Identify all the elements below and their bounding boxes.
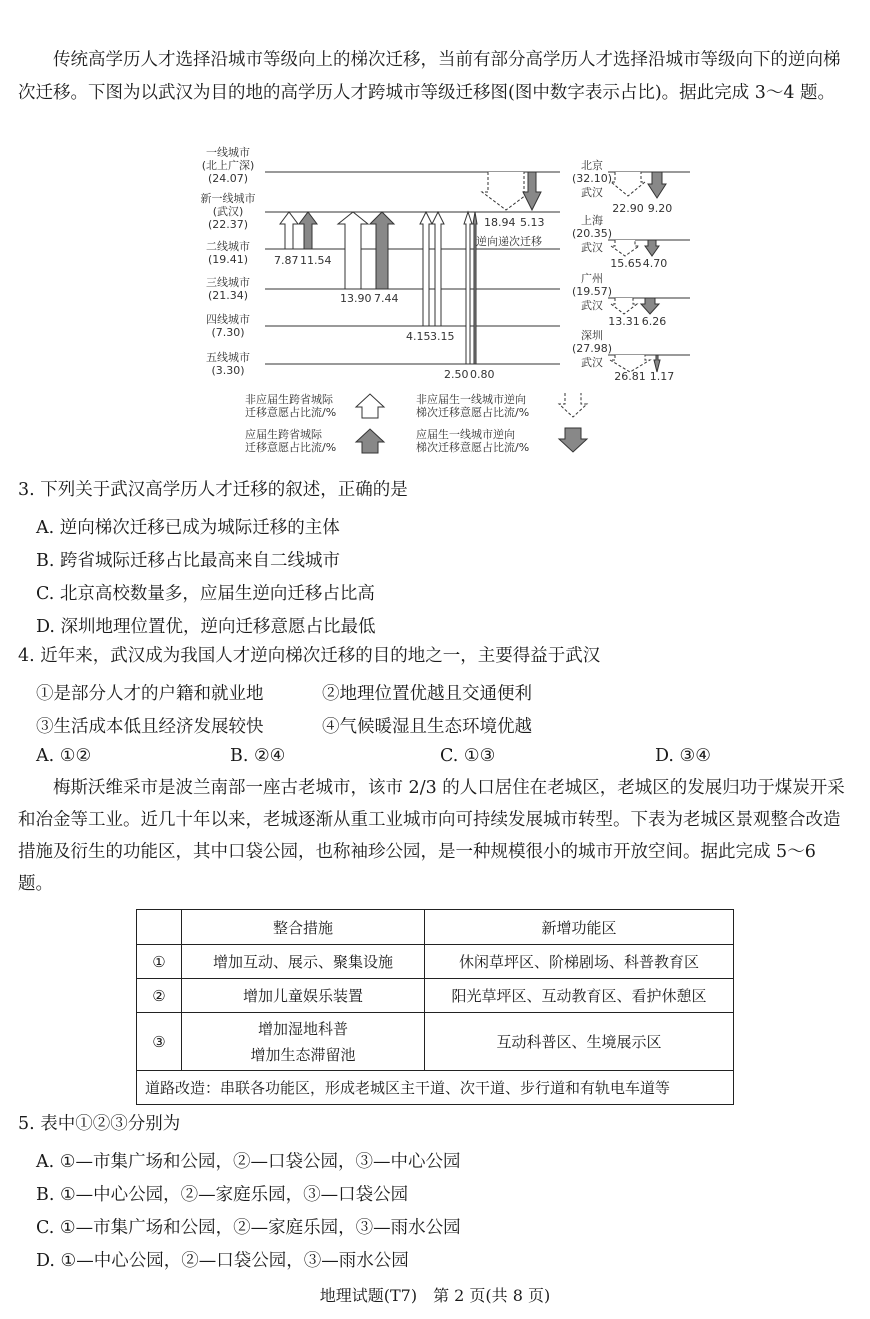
legend-2-line1: 应届生跨省城际 (245, 428, 322, 441)
down-caption: 逆向递次迁移 (476, 235, 542, 248)
table-row-measure-line1: 增加湿地科普 (257, 1019, 348, 1038)
city-4-name: 深圳 (581, 329, 603, 342)
up-label-2b: 7.44 (374, 292, 399, 305)
level-2-sub: (武汉) (212, 205, 244, 218)
legend-2-line2: 迁移意愿占比流/% (245, 441, 337, 454)
q3-stem: 3. 下列关于武汉高学历人才迁移的叙述，正确的是 (18, 480, 408, 500)
legend-2-symbol (356, 429, 384, 453)
level-5-name: 四线城市 (206, 313, 250, 326)
q4-option-d: D. ③④ (655, 746, 711, 766)
legend-3-symbol (559, 393, 587, 417)
legend-1-line2: 迁移意愿占比流/% (245, 406, 337, 419)
q4-item-1: ①是部分人才的户籍和就业地 (36, 684, 264, 704)
down-label-b: 5.13 (520, 216, 545, 229)
level-labels (201, 145, 256, 377)
table-row-measure: 增加儿童娱乐装置 (182, 979, 425, 1013)
level-2-val: (22.37) (207, 218, 249, 231)
down-labels (476, 216, 545, 248)
q5-option-c: C. ①—市集广场和公园，②—家庭乐园，③—雨水公园 (36, 1218, 461, 1238)
level-4-val: (21.34) (207, 289, 249, 302)
q4-option-b: B. ②④ (230, 746, 286, 766)
legend-1-line1: 非应届生跨省城际 (245, 393, 333, 406)
city-1-a: 22.90 (612, 202, 644, 215)
q4-stem: 4. 近年来，武汉成为我国人才逆向梯次迁移的目的地之一，主要得益于武汉 (18, 646, 601, 666)
table-row (137, 945, 734, 979)
legend-4-line1: 应届生一线城市逆向 (416, 428, 515, 441)
migration-figure (190, 142, 690, 462)
city-3-b: 6.26 (641, 315, 667, 328)
q4-item-3: ③生活成本低且经济发展较快 (36, 717, 264, 737)
city-1-name: 北京 (581, 159, 603, 172)
city-1-b: 9.20 (647, 202, 673, 215)
up-label-1a: 7.87 (274, 254, 299, 267)
table-row-measure-line2: 增加生态滞留池 (250, 1045, 356, 1064)
intro-passage-1 (18, 44, 856, 110)
table-row-area: 阳光草坪区、互动教育区、看护休憩区 (425, 979, 734, 1013)
q3-option-d: D. 深圳地理位置优，逆向迁移意愿占比最低 (36, 617, 376, 637)
table-row-area: 互动科普区、生境展示区 (425, 1013, 734, 1071)
landscape-table (136, 909, 734, 1105)
table-header-areas: 新增功能区 (425, 910, 734, 945)
city-2-dest: 武汉 (581, 241, 603, 254)
level-3-name: 二线城市 (206, 240, 250, 253)
level-1-name: 一线城市 (206, 146, 250, 159)
city-2-name: 上海 (581, 214, 603, 227)
city-3-val: (19.57) (571, 285, 613, 298)
table-header-row (137, 910, 734, 945)
page-footer: 地理试题(T7) 第 2 页(共 8 页) (319, 1286, 551, 1305)
legend-3-line1: 非应届生一线城市逆向 (416, 393, 526, 406)
table-row-measure (182, 1013, 425, 1071)
city-2-val: (20.35) (571, 227, 613, 240)
level-3-val: (19.41) (207, 253, 249, 266)
up-label-4b: 0.80 (470, 368, 495, 381)
city-2-b: 4.70 (642, 257, 668, 270)
table-row-area: 休闲草坪区、阶梯剧场、科普教育区 (425, 945, 734, 979)
intro-text-1: 传统高学历人才选择沿城市等级向上的梯次迁移，当前有部分高学历人才选择沿城市等级向下的逆向梯次迁移。下图为以武汉为目的地的高学历人才跨城市等级迁移图(图中数字表示占比)。据此完成 3～4 题。 (18, 50, 841, 103)
table-row-num: ③ (137, 1013, 182, 1071)
q5-stem: 5. 表中①②③分别为 (18, 1114, 181, 1134)
level-1-sub: (北上广深) (201, 159, 255, 172)
city-3-a: 13.31 (608, 315, 640, 328)
level-4-name: 三线城市 (206, 276, 250, 289)
table-row (137, 979, 734, 1013)
legend-4-symbol (559, 428, 587, 452)
city-1-val: (32.10) (571, 172, 613, 185)
table-row (137, 1013, 734, 1071)
intro-passage-2 (18, 772, 856, 900)
q4-item-2: ②地理位置优越且交通便利 (322, 684, 532, 704)
city-4-val: (27.98) (571, 342, 613, 355)
intro-text-2: 梅斯沃维采市是波兰南部一座古老城市，该市 2/3 的人口居住在老城区，老城区的发展归功于煤炭开采和冶金等工业。近几十年以来，老城逐渐从重工业城市向可持续发展城市转型。下表为老城区景观整合改造措施及衍生的功能区，其中口袋公园，也称袖珍公园，是一种规模很小的城市开放空间。据此完成 5～6 题。 (18, 778, 845, 894)
level-6-name: 五线城市 (206, 351, 250, 364)
city-3-dest: 武汉 (581, 299, 603, 312)
level-2-name: 新一线城市 (200, 192, 256, 205)
table-header-blank (137, 910, 182, 945)
up-label-4a: 2.50 (444, 368, 469, 381)
q5-option-a: A. ①—市集广场和公园，②—口袋公园，③—中心公园 (36, 1152, 461, 1172)
q5-option-d: D. ①—中心公园，②—口袋公园，③—雨水公园 (36, 1251, 409, 1271)
up-label-2a: 13.90 (340, 292, 372, 305)
q4-option-c: C. ①③ (440, 746, 496, 766)
table-footer-row (137, 1071, 734, 1105)
city-3-name: 广州 (581, 272, 603, 285)
city-4-a: 26.81 (614, 370, 646, 383)
table-row-measure: 增加互动、展示、聚集设施 (182, 945, 425, 979)
q3-option-b: B. 跨省城际迁移占比最高来自二线城市 (36, 551, 340, 571)
table-header-measures: 整合措施 (182, 910, 425, 945)
up-label-3a: 4.15 (406, 330, 431, 343)
q4-item-4: ④气候暖湿且生态环境优越 (322, 717, 532, 737)
table-row-num: ① (137, 945, 182, 979)
figure-legend (245, 392, 587, 454)
city-1-dest: 武汉 (581, 186, 603, 199)
city-4-dest: 武汉 (581, 356, 603, 369)
up-label-3b: 3.15 (430, 330, 455, 343)
q3-option-c: C. 北京高校数量多，应届生逆向迁移占比高 (36, 584, 375, 604)
down-label-a: 18.94 (484, 216, 516, 229)
legend-3-line2: 梯次迁移意愿占比流/% (416, 406, 530, 419)
legend-4-line2: 梯次迁移意愿占比流/% (416, 441, 530, 454)
q4-option-a: A. ①② (36, 746, 92, 766)
q5-option-b: B. ①—中心公园，②—家庭乐园，③—口袋公园 (36, 1185, 409, 1205)
city-4-b: 1.17 (649, 370, 675, 383)
level-1-val: (24.07) (207, 172, 249, 185)
city-2-a: 15.65 (610, 257, 642, 270)
up-label-1b: 11.54 (300, 254, 332, 267)
legend-1-symbol (356, 394, 384, 418)
q3-option-a: A. 逆向梯次迁移已成为城际迁移的主体 (36, 518, 340, 538)
level-5-val: (7.30) (211, 326, 245, 339)
table-footer: 道路改造：串联各功能区，形成老城区主干道、次干道、步行道和有轨电车道等 (137, 1071, 734, 1105)
level-6-val: (3.30) (211, 364, 245, 377)
table-row-num: ② (137, 979, 182, 1013)
